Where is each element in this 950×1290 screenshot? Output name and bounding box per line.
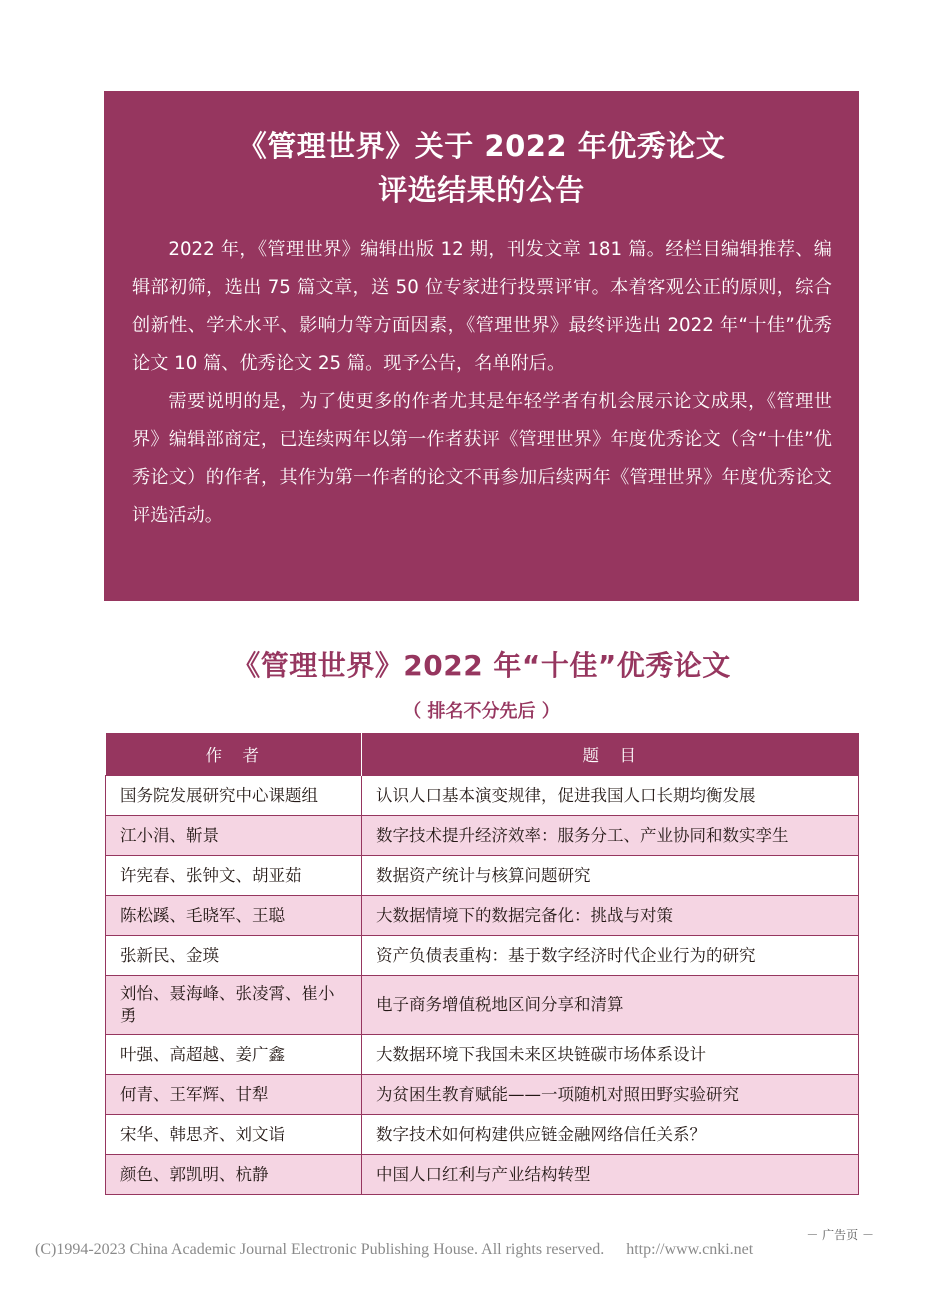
section-subtitle: （ 排名不分先后 ）: [403, 701, 560, 722]
table-row: [106, 936, 859, 976]
notice-body: [132, 231, 832, 535]
author-column-header: 作 者: [106, 733, 362, 776]
section-title: 《管理世界》2022 年“十佳”优秀论文: [232, 649, 731, 682]
table-row: [106, 776, 859, 816]
title-cell: 数据资产统计与核算问题研究: [362, 856, 859, 896]
notice-title-line1: 《管理世界》关于 2022 年优秀论文: [237, 129, 726, 163]
table-row: [106, 816, 859, 856]
author-cell: 江小涓、靳景: [106, 816, 362, 856]
author-cell: 宋华、韩思齐、刘文诣: [106, 1115, 362, 1155]
author-cell: 国务院发展研究中心课题组: [106, 776, 362, 816]
notice-title-line2: 评选结果的公告: [378, 173, 585, 207]
author-cell: 张新民、金瑛: [106, 936, 362, 976]
author-cell: 何青、王军辉、甘犁: [106, 1075, 362, 1115]
page-mark: － 广告页 －: [806, 1228, 874, 1242]
title-cell: 电子商务增值税地区间分享和清算: [362, 976, 859, 1035]
title-cell: 数字技术提升经济效率：服务分工、产业协同和数实孪生: [362, 816, 859, 856]
title-column-header: 题 目: [362, 733, 859, 776]
title-cell: 中国人口红利与产业结构转型: [362, 1155, 859, 1195]
table-row: [106, 1035, 859, 1075]
notice-paragraph-1: 2022 年，《管理世界》编辑出版 12 期，刊发文章 181 篇。经栏目编辑推荐、编辑部初筛，选出 75 篇文章，送 50 位专家进行投票评审。本着客观公正的原则，综合创新性、学术水平、影响力等方面因素，《管理世界》最终评选出 2022 年“十佳”优秀论文 10 篇、优秀论文 25 篇。现予公告，名单附后。: [132, 239, 832, 374]
author-cell: 叶强、高超越、姜广鑫: [106, 1035, 362, 1075]
notice-paragraph-2: 需要说明的是，为了使更多的作者尤其是年轻学者有机会展示论文成果，《管理世界》编辑部商定，已连续两年以第一作者获评《管理世界》年度优秀论文（含“十佳”优秀论文）的作者，其作为第一作者的论文不再参加后续两年《管理世界》年度优秀论文评选活动。: [132, 391, 832, 526]
title-cell: 资产负债表重构：基于数字经济时代企业行为的研究: [362, 936, 859, 976]
notice-box: [104, 91, 859, 601]
copyright-text: (C)1994-2023 China Academic Journal Electronic Publishing House. All rights reserved.: [35, 1241, 605, 1258]
author-cell: 颜色、郭凯明、杭静: [106, 1155, 362, 1195]
copyright-footer: [35, 1241, 753, 1259]
title-cell: 大数据环境下我国未来区块链碳市场体系设计: [362, 1035, 859, 1075]
table-row: [106, 976, 859, 1035]
author-cell: 刘怡、聂海峰、张凌霄、崔小勇: [106, 976, 362, 1035]
footer-url: http://www.cnki.net: [626, 1241, 754, 1258]
title-cell: 认识人口基本演变规律，促进我国人口长期均衡发展: [362, 776, 859, 816]
author-cell: 许宪春、张钟文、胡亚茹: [106, 856, 362, 896]
papers-table: [105, 733, 859, 1195]
table-row: [106, 896, 859, 936]
table-row: [106, 856, 859, 896]
notice-title: [104, 124, 859, 212]
title-cell: 大数据情境下的数据完备化：挑战与对策: [362, 896, 859, 936]
author-cell: 陈松蹊、毛晓军、王聪: [106, 896, 362, 936]
table-header-row: [106, 733, 859, 776]
title-cell: 数字技术如何构建供应链金融网络信任关系？: [362, 1115, 859, 1155]
table-row: [106, 1075, 859, 1115]
table-row: [106, 1155, 859, 1195]
table-row: [106, 1115, 859, 1155]
title-cell: 为贫困生教育赋能——一项随机对照田野实验研究: [362, 1075, 859, 1115]
